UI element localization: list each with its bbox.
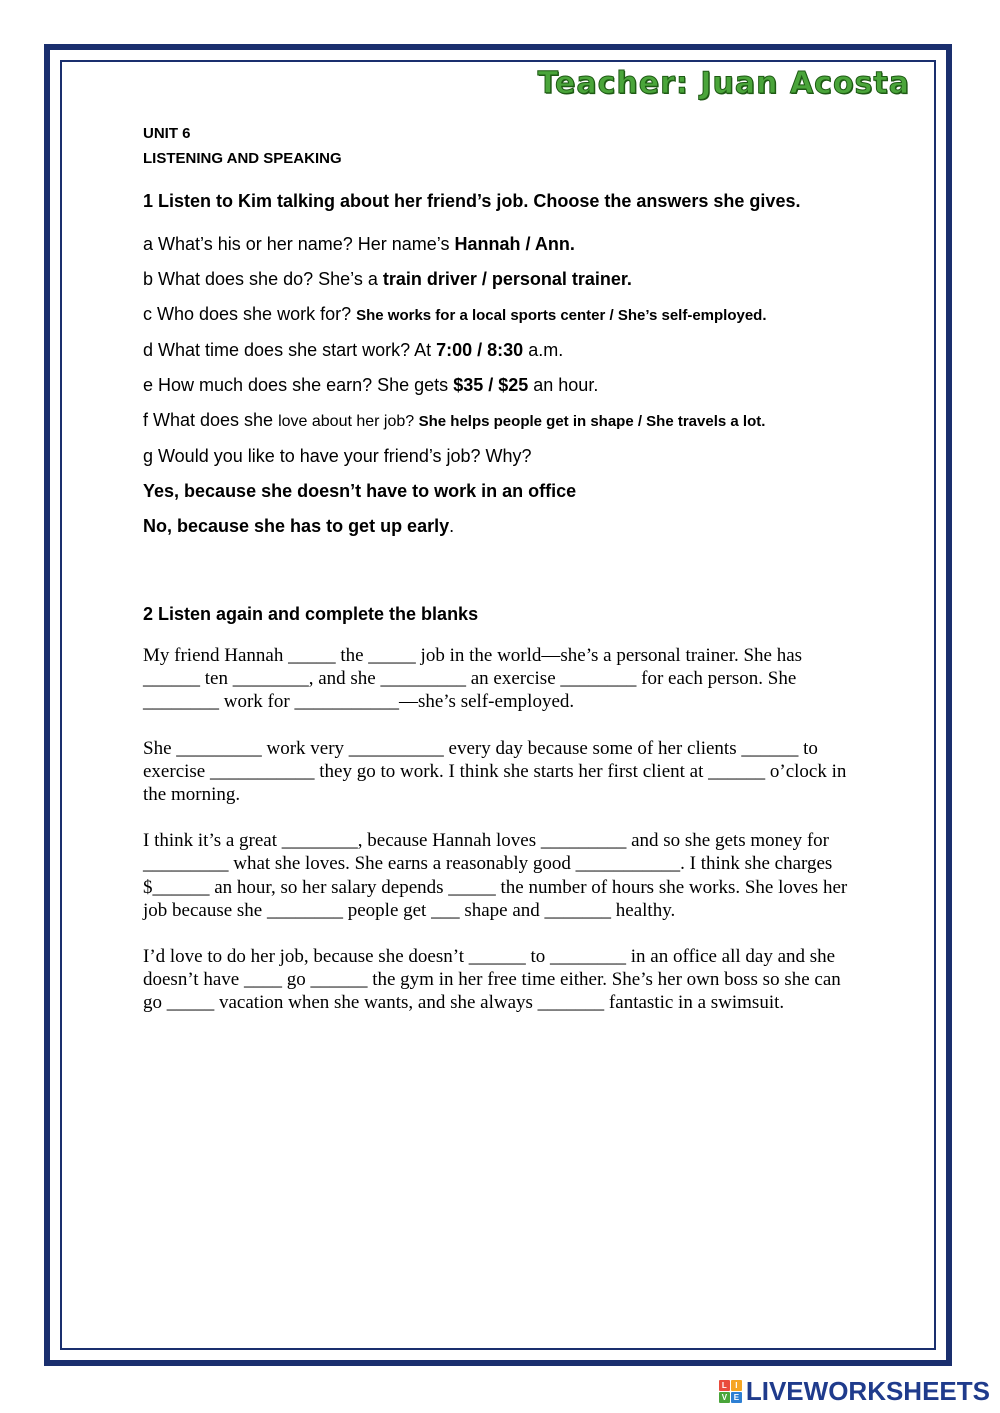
question-d: d What time does she start work? At 7:00 / 8:30 a.m. (143, 340, 564, 360)
exercise2-title: 2 Listen again and complete the blanks (143, 604, 479, 624)
liveworksheets-logo-icon: L I V E (719, 1380, 742, 1403)
cloze-paragraph-2[interactable]: She _________ work very __________ every day because some of her clients ______ to exercise ___________ they go to work. I think she starts her first client at ______ o’clock in the morning. (143, 737, 847, 806)
answer-option-yes[interactable]: Yes, because she doesn’t have to work in an office (143, 481, 577, 501)
section-title: LISTENING AND SPEAKING (143, 150, 342, 167)
question-f-options[interactable]: She helps people get in shape / She travels a lot. (418, 413, 766, 430)
question-a: a What’s his or her name? Her name’s Hannah / Ann. (143, 234, 575, 254)
question-c-options[interactable]: She works for a local sports center / She’s self-employed. (356, 307, 767, 324)
cloze-paragraph-3[interactable]: I think it’s a great ________, because Hannah loves _________ and so she gets money for _________ what she loves. She earns a reasonably good ___________. I think she charges $______ an hour, so her salary depends _____ the number of hours she works. She loves her job because she ________ people get ___ shape and _______ healthy. (143, 830, 848, 921)
liveworksheets-logo[interactable] (719, 1376, 990, 1407)
question-b-options[interactable]: train driver / personal trainer. (382, 269, 632, 289)
question-a-options[interactable]: Hannah / Ann. (454, 234, 575, 254)
worksheet-content (143, 121, 863, 1038)
question-c: c Who does she work for? She works for a local sports center / She’s self-employed. (143, 304, 767, 324)
cloze-paragraph-4[interactable]: I’d love to do her job, because she doesn’t ______ to ________ in an office all day and she doesn’t have ____ go ______ the gym in her free time either. She’s her own boss so she can go _____ vacation when she wants, and she always _______ fantastic in a swimsuit. (143, 946, 841, 1014)
answer-option-no[interactable]: No, because she has to get up early. (143, 516, 455, 536)
cloze-paragraph-1[interactable]: My friend Hannah _____ the _____ job in the world—she’s a personal trainer. She has ______ ten ________, and she _________ an exercise ________ for each person. She ________ work for ___________—she’s self-employed. (143, 645, 803, 713)
question-b: b What does she do? She’s a train driver / personal trainer. (143, 269, 632, 289)
liveworksheets-brand-text: LIVEWORKSHEETS (745, 1376, 990, 1406)
exercise1-title: 1 Listen to Kim talking about her friend’s job. Choose the answers she gives. (143, 191, 801, 211)
question-g: g Would you like to have your friend’s job? Why? (143, 446, 532, 466)
unit-title: UNIT 6 (143, 125, 191, 142)
teacher-header: Teacher: Juan Acosta (537, 66, 910, 101)
question-e-options[interactable]: $35 / $25 (453, 375, 529, 395)
question-d-options[interactable]: 7:00 / 8:30 (436, 340, 524, 360)
question-f: f What does she love about her job? She helps people get in shape / She travels a lot. (143, 410, 766, 430)
question-e: e How much does she earn? She gets $35 / $25 an hour. (143, 375, 599, 395)
